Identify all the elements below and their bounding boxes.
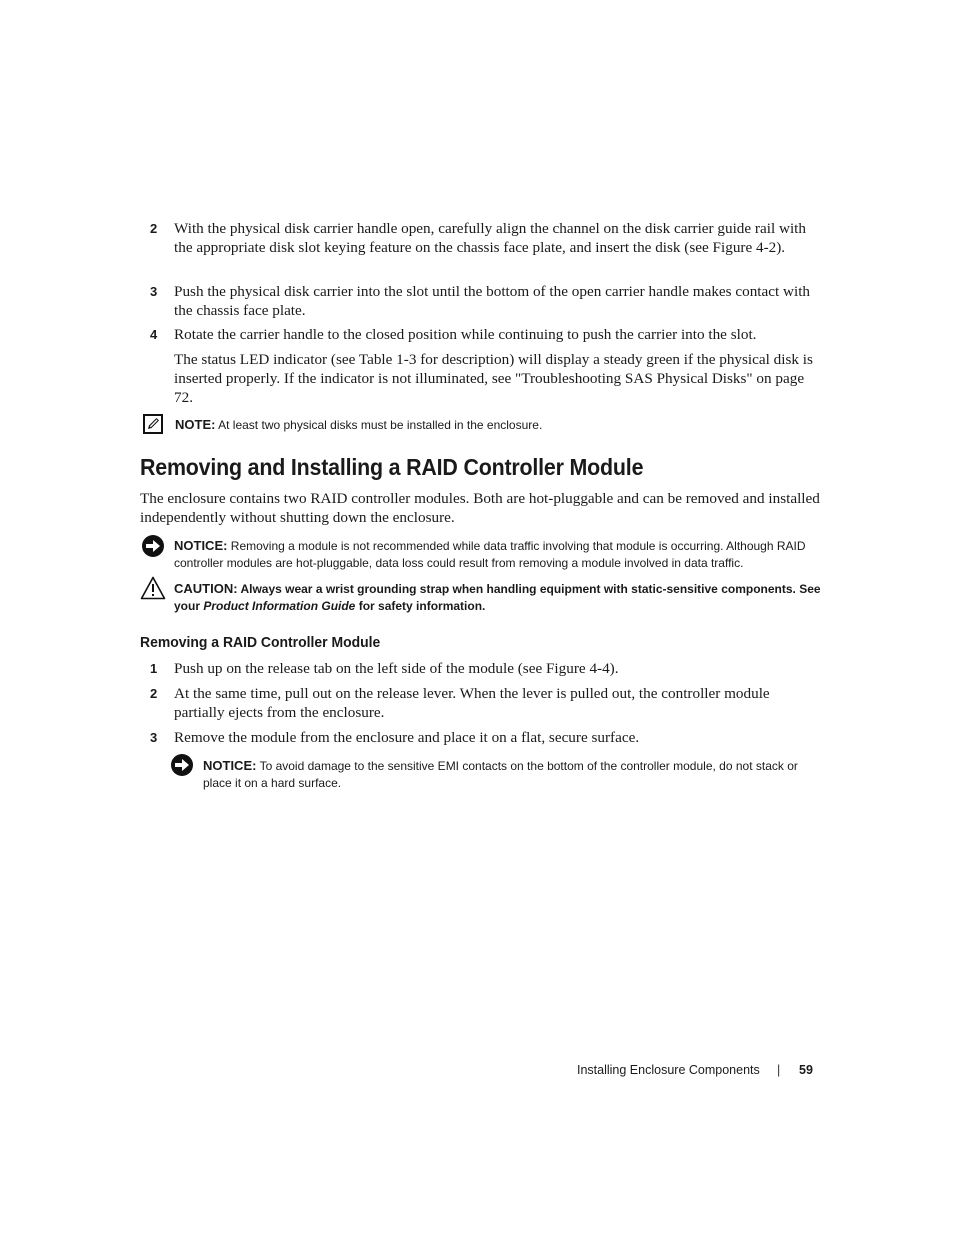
- step-number: 1: [150, 661, 158, 676]
- notice-label: NOTICE:: [174, 538, 228, 553]
- caution-guide-title: Product Information Guide: [203, 599, 356, 613]
- notice-label: NOTICE:: [203, 758, 257, 773]
- step-number: 2: [150, 686, 158, 701]
- note-callout: [175, 416, 825, 434]
- subsection-heading: Removing a RAID Controller Module: [140, 634, 381, 651]
- notice-arrow-icon: [170, 753, 194, 777]
- footer-separator: |: [777, 1063, 781, 1077]
- note-label: NOTE:: [175, 417, 216, 432]
- notice-text: Removing a module is not recommended while data traffic involving that module is occurring. Although RAID controller modules are hot-pluggable, data loss could result from removing a module involved in data traffic.: [174, 539, 806, 570]
- list-item: [150, 219, 820, 257]
- step-text: At the same time, pull out on the release lever. When the lever is pulled out, the controller module partially ejects from the enclosure.: [174, 685, 770, 721]
- step-number: 2: [150, 221, 158, 236]
- list-item: [150, 684, 820, 722]
- list-item: [150, 325, 820, 344]
- caution-text: Always wear a wrist grounding strap when handling equipment with static-sensitive components. See your: [174, 582, 821, 613]
- notice-callout: [174, 537, 824, 572]
- caution-label: CAUTION:: [174, 581, 238, 596]
- caution-text-after: for safety information.: [358, 599, 486, 613]
- note-pencil-icon: [143, 414, 163, 434]
- step-number: 4: [150, 327, 158, 342]
- step-text: With the physical disk carrier handle open, carefully align the channel on the disk carrier guide rail with the appropriate disk slot keying feature on the chassis face plate, and insert the disk (see Figure 4-2).: [174, 220, 806, 256]
- caution-triangle-icon: [140, 576, 166, 600]
- step-text: Push up on the release tab on the left side of the module (see Figure 4-4).: [174, 660, 619, 677]
- list-item: [150, 282, 820, 320]
- list-item: [150, 728, 820, 747]
- notice-callout: [203, 757, 823, 792]
- section-heading: Removing and Installing a RAID Controller Module: [140, 454, 644, 480]
- step-text: Push the physical disk carrier into the slot until the bottom of the open carrier handle makes contact with the chassis face plate.: [174, 283, 811, 319]
- footer-section-title: Installing Enclosure Components: [577, 1063, 760, 1077]
- list-item: [150, 659, 820, 678]
- note-text: At least two physical disks must be installed in the enclosure.: [218, 418, 543, 432]
- step-number: 3: [150, 284, 158, 299]
- page-number: 59: [799, 1063, 813, 1077]
- step-text: Remove the module from the enclosure and place it on a flat, secure surface.: [174, 729, 640, 746]
- intro-paragraph: The enclosure contains two RAID controller modules. Both are hot-pluggable and can be removed and installed independently without shutting down the enclosure.: [140, 490, 820, 526]
- caution-callout: [174, 580, 824, 615]
- notice-arrow-icon: [141, 534, 165, 558]
- step-number: 3: [150, 730, 158, 745]
- notice-text: To avoid damage to the sensitive EMI contacts on the bottom of the controller module, do not stack or place it on a hard surface.: [203, 759, 798, 790]
- step-followup-text: The status LED indicator (see Table 1-3 for description) will display a steady green if the physical disk is inserted properly. If the indicator is not illuminated, see "Troubleshooting SAS Physical Disks" on page 72.: [174, 351, 813, 406]
- step-text: Rotate the carrier handle to the closed position while continuing to push the carrier into the slot.: [174, 326, 757, 343]
